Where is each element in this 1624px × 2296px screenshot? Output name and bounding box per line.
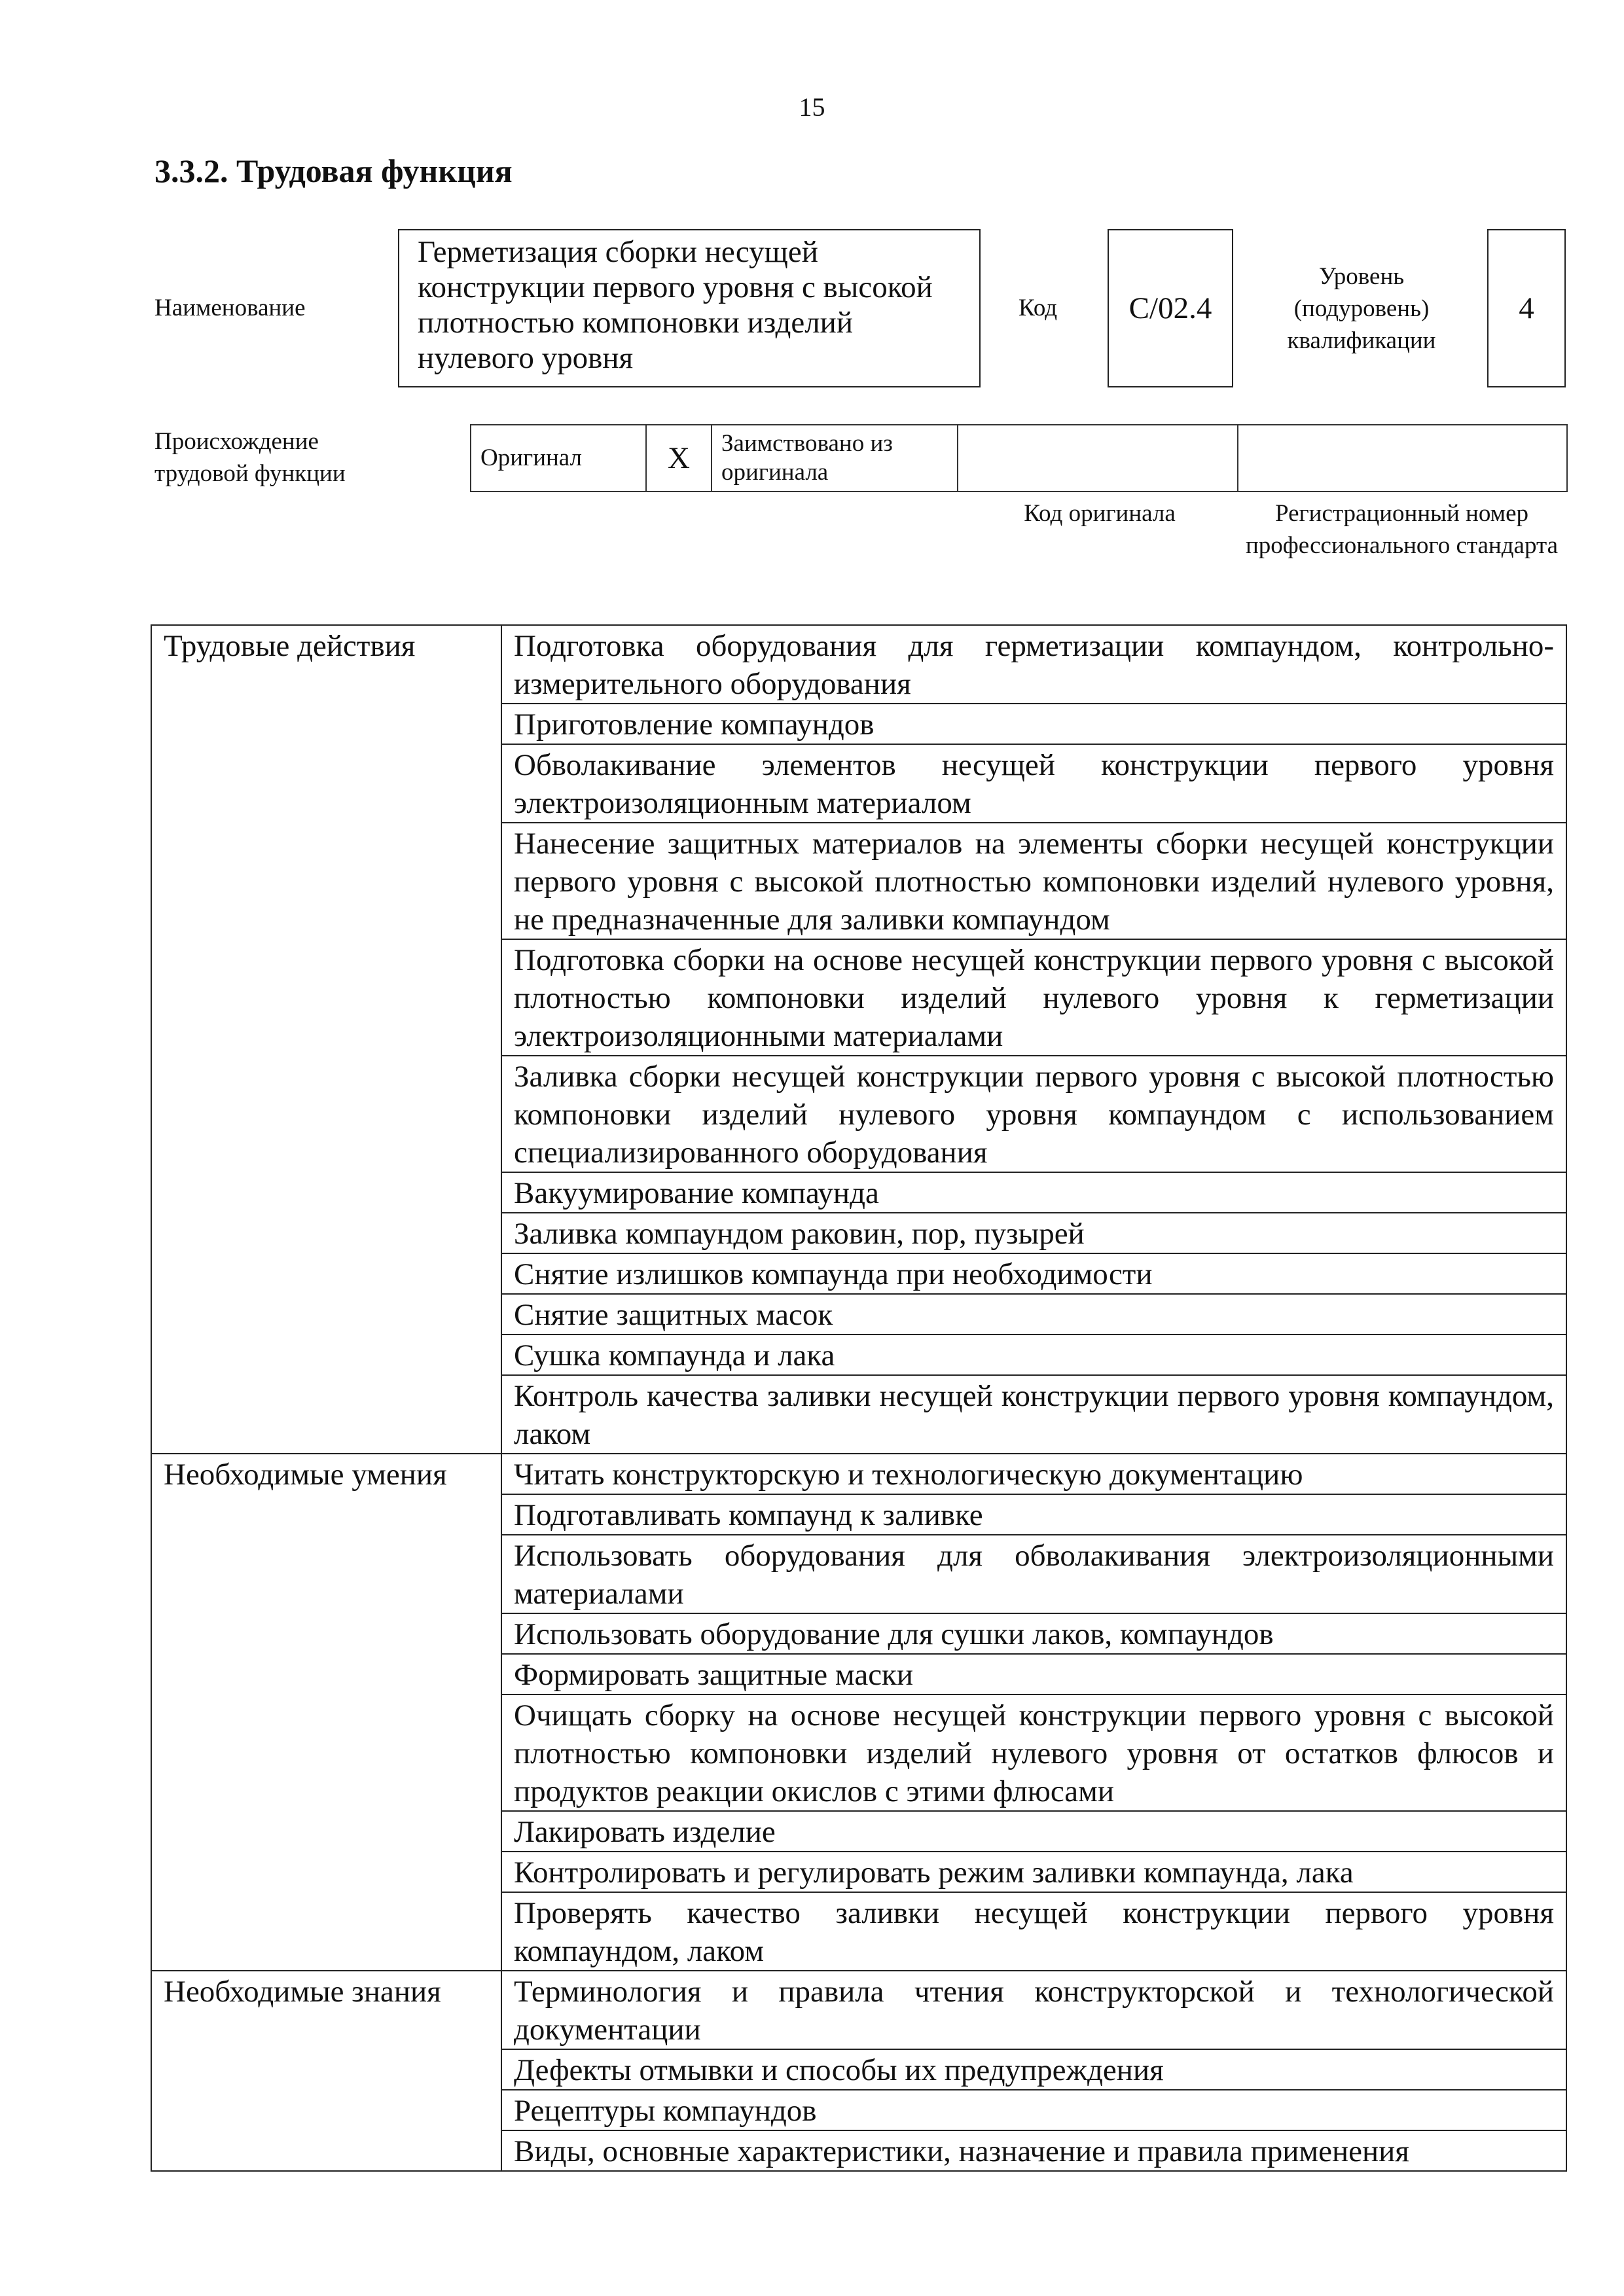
- section-title-spacer: [151, 1613, 501, 1654]
- code-label: Код: [1019, 295, 1058, 321]
- table-item: Лакировать изделие: [501, 1811, 1566, 1852]
- table-row: [151, 1971, 1566, 2049]
- table-row: [151, 1335, 1566, 1375]
- table-row: [151, 823, 1566, 939]
- section-title-spacer: [151, 2130, 501, 2171]
- section-title-spacer: [151, 1172, 501, 1213]
- table-row: [151, 704, 1566, 744]
- level-value-box: 4: [1487, 229, 1566, 387]
- section-title-spacer: [151, 1811, 501, 1852]
- table-row: [151, 625, 1566, 704]
- section-title-spacer: [151, 744, 501, 823]
- level-label-line-1: Уровень: [1318, 263, 1405, 290]
- section-title-spacer: [151, 1852, 501, 1892]
- table-row: [151, 1375, 1566, 1454]
- origin-label: [154, 425, 346, 490]
- table-row: [151, 1253, 1566, 1294]
- table-row: [151, 2090, 1566, 2130]
- table-item: Читать конструкторскую и технологическую документацию: [501, 1454, 1566, 1494]
- table-row: [151, 1654, 1566, 1695]
- table-item: Снятие защитных масок: [501, 1294, 1566, 1335]
- labor-function-table: [151, 624, 1567, 2172]
- table-row: [151, 939, 1566, 1056]
- table-row: [151, 744, 1566, 823]
- table-item: Использовать оборудования для обволакивания электроизоляционными материалами: [501, 1535, 1566, 1613]
- section-title-spacer: [151, 1535, 501, 1613]
- section-title-spacer: [151, 1654, 501, 1695]
- registration-number-cell: [1238, 425, 1567, 492]
- table-row: [151, 1213, 1566, 1253]
- table-row: [151, 2049, 1566, 2090]
- section-title-spacer: [151, 1892, 501, 1971]
- table-item: Очищать сборку на основе несущей конструкции первого уровня с высокой плотностью компоновки изделий нулевого уровня от остатков флюсов и продуктов реакции окислов с этими флюсами: [501, 1695, 1566, 1811]
- registration-number-caption: Регистрационный номер профессионального стандарта: [1245, 500, 1559, 559]
- table-row: [151, 1613, 1566, 1654]
- table-item: Проверять качество заливки несущей конструкции первого уровня компаундом, лаком: [501, 1892, 1566, 1971]
- table-row: [151, 1056, 1566, 1172]
- table-row: [151, 1892, 1566, 1971]
- level-label-line-3: квалификации: [1287, 327, 1436, 354]
- table-row: [151, 1172, 1566, 1213]
- table-item: Приготовление компаундов: [501, 704, 1566, 744]
- table-item: Терминология и правила чтения конструкторской и технологической документации: [501, 1971, 1566, 2049]
- code-value-box: C/02.4: [1108, 229, 1233, 387]
- table-row: [151, 1811, 1566, 1852]
- code-original-caption: Код оригинала: [1024, 500, 1176, 527]
- table-item: Снятие излишков компаунда при необходимости: [501, 1253, 1566, 1294]
- original-mark: X: [646, 425, 712, 492]
- level-label-line-2: (подуровень): [1293, 295, 1430, 322]
- origin-label-line-2: трудовой функции: [154, 460, 346, 487]
- table-row: [151, 2130, 1566, 2171]
- section-title-spacer: [151, 1213, 501, 1253]
- name-label: Наименование: [154, 295, 306, 321]
- table-item: Нанесение защитных материалов на элементы сборки несущей конструкции первого уровня с высокой плотностью компоновки изделий нулевого уровня, не предназначенные для заливки компаундом: [501, 823, 1566, 939]
- table-item: Подготовка сборки на основе несущей конструкции первого уровня с высокой плотностью компоновки изделий нулевого уровня к герметизации электроизоляционными материалами: [501, 939, 1566, 1056]
- page-number: 15: [799, 92, 825, 122]
- section-title-spacer: [151, 704, 501, 744]
- section-title: Необходимые умения: [151, 1454, 501, 1494]
- section-title-spacer: [151, 1056, 501, 1172]
- origin-table: [470, 424, 1568, 492]
- section-title: Трудовые действия: [151, 625, 501, 704]
- table-row: [151, 1294, 1566, 1335]
- table-item: Обволакивание элементов несущей конструкции первого уровня электроизоляционным материалом: [501, 744, 1566, 823]
- table-item: Дефекты отмывки и способы их предупреждения: [501, 2049, 1566, 2090]
- table-item: Подготовка оборудования для герметизации компаундом, контрольно-измерительного оборудования: [501, 625, 1566, 704]
- original-label: Оригинал: [471, 425, 646, 492]
- table-item: Рецептуры компаундов: [501, 2090, 1566, 2130]
- table-item: Подготавливать компаунд к заливке: [501, 1494, 1566, 1535]
- section-title-spacer: [151, 939, 501, 1056]
- table-item: Виды, основные характеристики, назначение и правила применения: [501, 2130, 1566, 2171]
- section-title-spacer: [151, 1375, 501, 1454]
- borrowed-label: Заимствовано из оригинала: [712, 425, 958, 492]
- function-name-box: Герметизация сборки несущей конструкции первого уровня с высокой плотностью компоновки изделий нулевого уровня: [398, 229, 981, 387]
- origin-label-line-1: Происхождение: [154, 428, 319, 455]
- section-title-spacer: [151, 1294, 501, 1335]
- table-row: [151, 1852, 1566, 1892]
- section-title-spacer: [151, 1494, 501, 1535]
- section-title-spacer: [151, 2090, 501, 2130]
- table-item: Формировать защитные маски: [501, 1654, 1566, 1695]
- section-title-spacer: [151, 1253, 501, 1294]
- table-item: Контроль качества заливки несущей конструкции первого уровня компаундом, лаком: [501, 1375, 1566, 1454]
- table-row: [151, 1535, 1566, 1613]
- table-row: [151, 1494, 1566, 1535]
- table-row: [151, 1454, 1566, 1494]
- table-item: Контролировать и регулировать режим заливки компаунда, лака: [501, 1852, 1566, 1892]
- section-title: Необходимые знания: [151, 1971, 501, 2049]
- section-title-spacer: [151, 2049, 501, 2090]
- table-item: Заливка сборки несущей конструкции первого уровня с высокой плотностью компоновки изделий нулевого уровня компаундом с использованием специализированного оборудования: [501, 1056, 1566, 1172]
- section-title-spacer: [151, 823, 501, 939]
- original-code-cell: [958, 425, 1238, 492]
- table-item: Вакуумирование компаунда: [501, 1172, 1566, 1213]
- table-item: Использовать оборудование для сушки лаков, компаундов: [501, 1613, 1566, 1654]
- section-heading: 3.3.2. Трудовая функция: [154, 152, 513, 189]
- section-title-spacer: [151, 1335, 501, 1375]
- table-item: Заливка компаундом раковин, пор, пузырей: [501, 1213, 1566, 1253]
- table-item: Сушка компаунда и лака: [501, 1335, 1566, 1375]
- qualification-level-label: [1263, 260, 1460, 357]
- section-title-spacer: [151, 1695, 501, 1811]
- table-row: [151, 1695, 1566, 1811]
